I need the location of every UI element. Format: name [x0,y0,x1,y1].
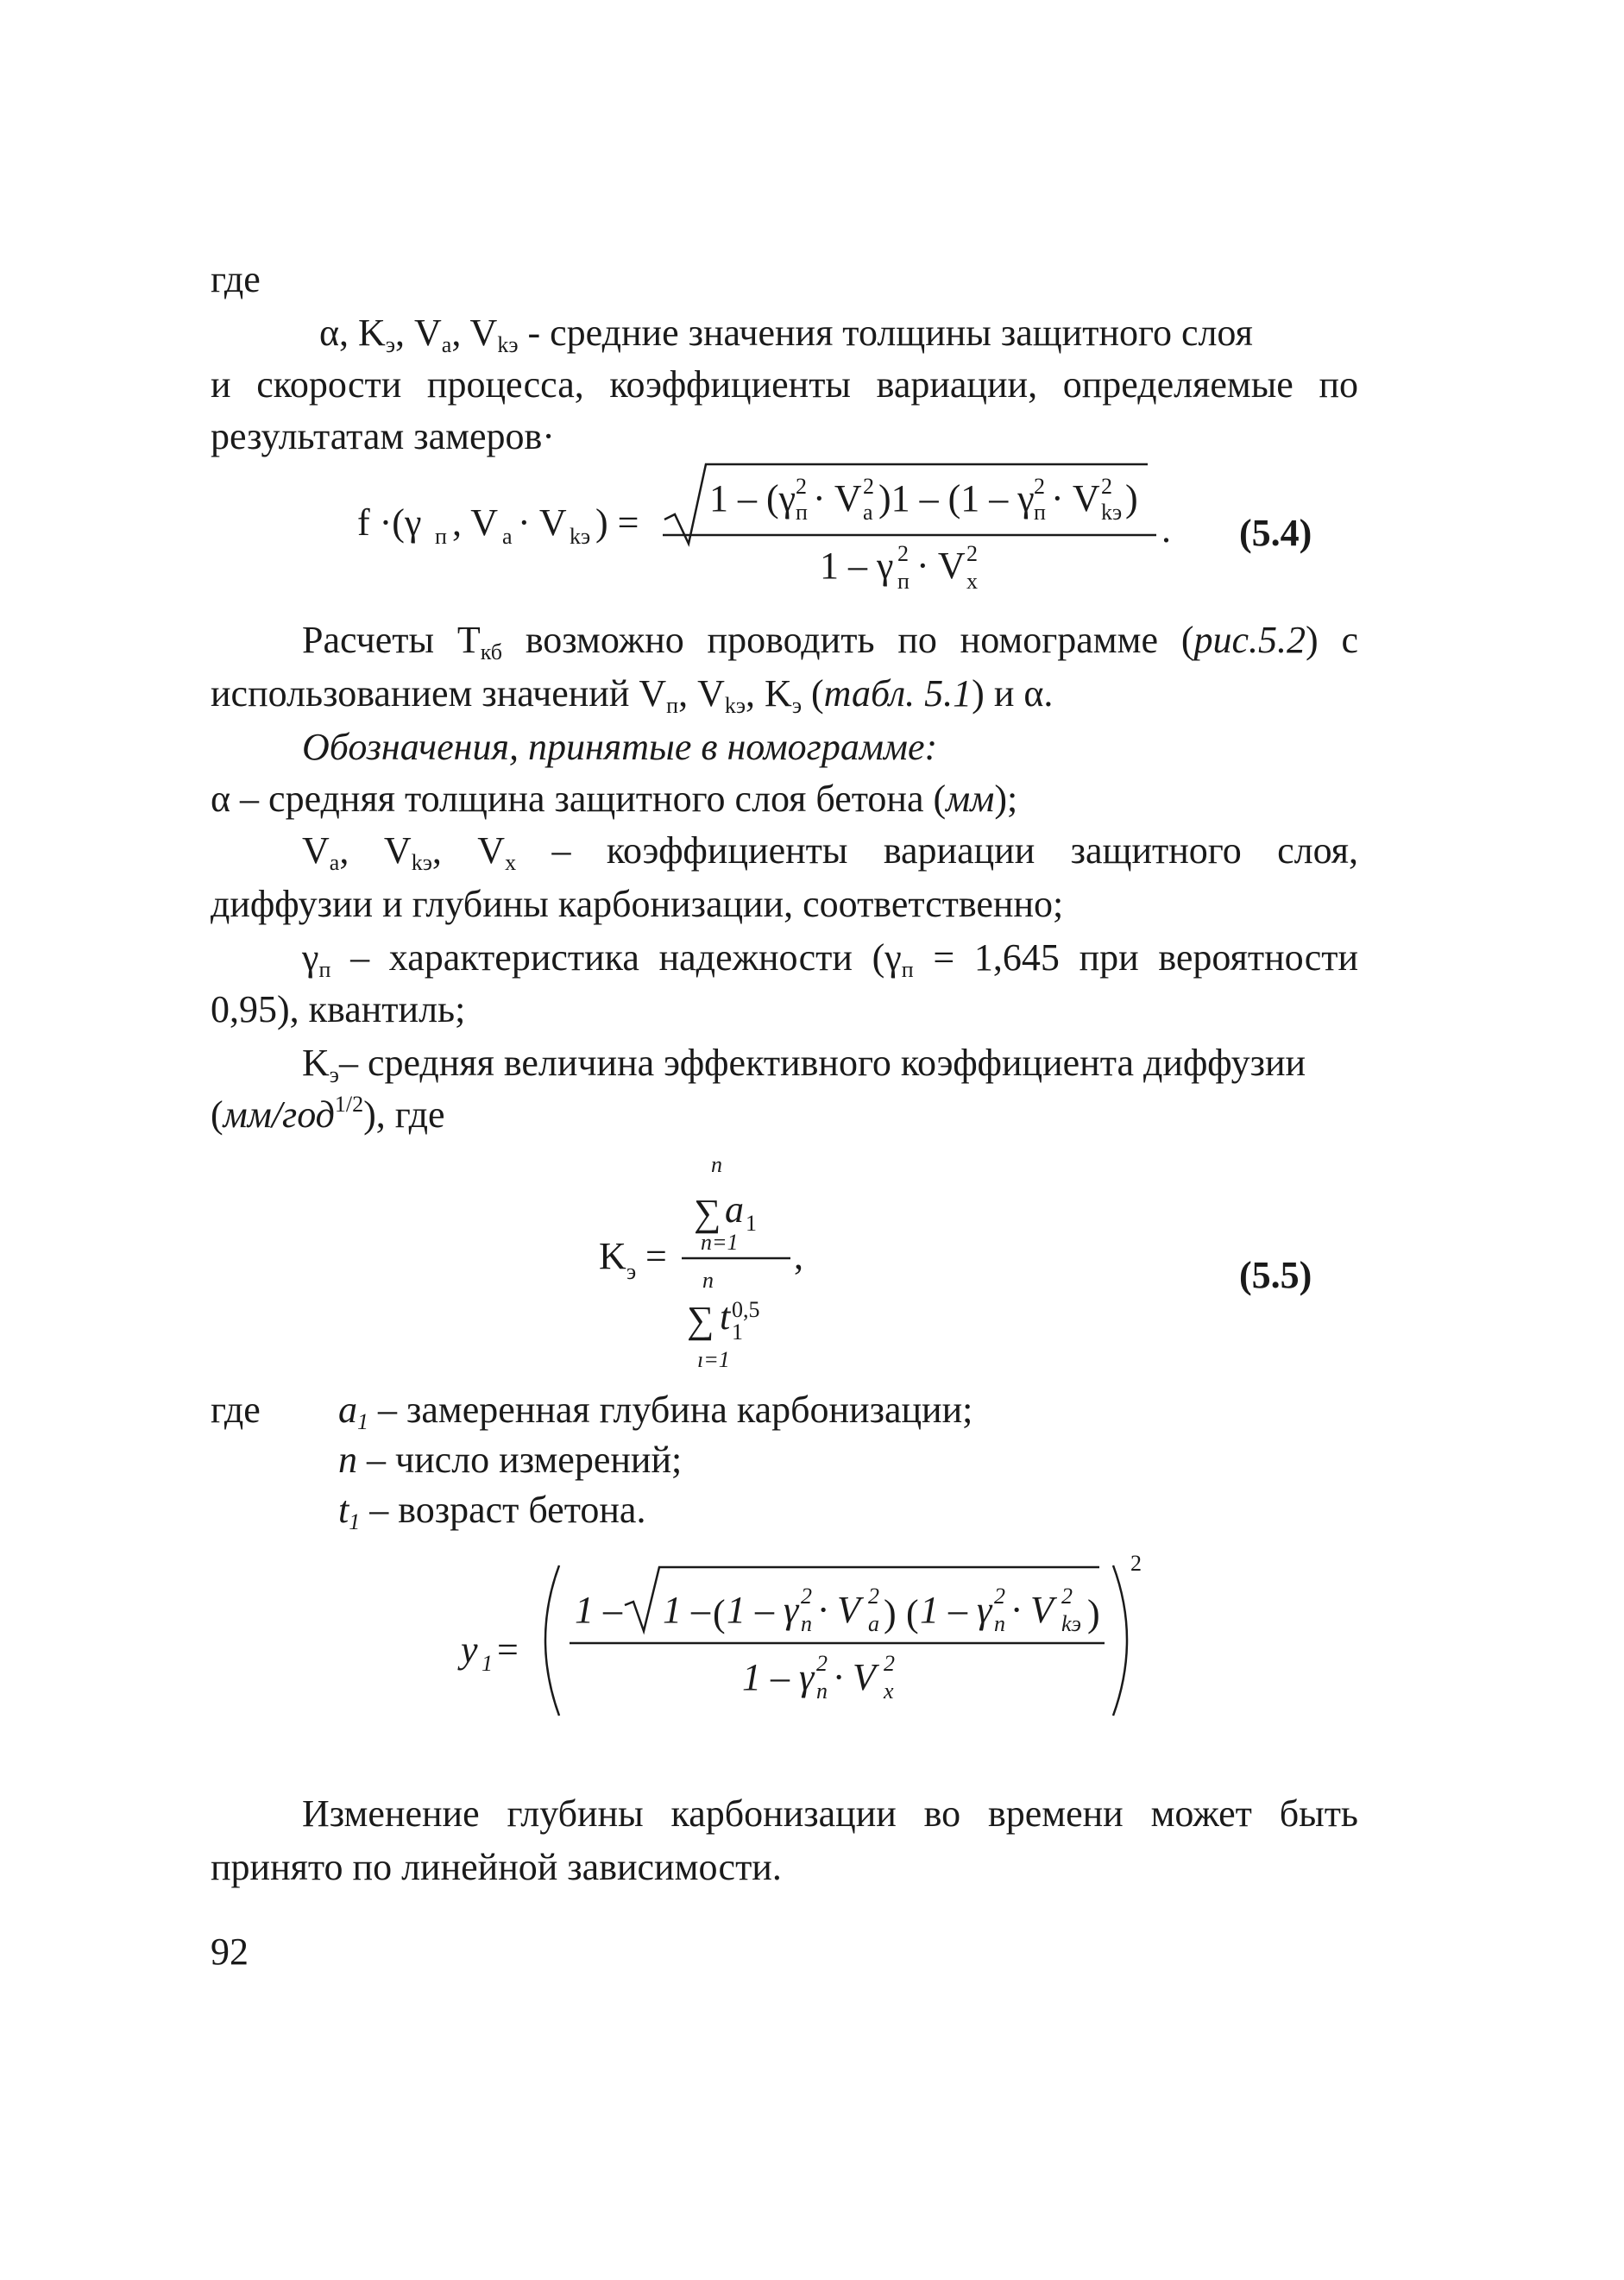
symbol-list: α, $K_э$, $V_a$, $V_{kэ}$ [319,312,519,357]
n-definition: n – число измерений; [338,1439,683,1481]
svg-text:п: п [435,524,447,549]
svg-text:1 –: 1 – [575,1589,622,1631]
svg-text:a: a [868,1611,879,1636]
svg-text:1 – γ: 1 – γ [920,1589,992,1631]
paragraph-1-line-3: результатам замеров· [211,415,555,457]
a-definition: $a_1$ – замеренная глубина карбонизации; [338,1389,973,1434]
svg-text:2: 2 [966,541,978,566]
svg-text:x: x [966,569,978,594]
svg-text:∑: ∑ [687,1299,714,1341]
svg-text:2: 2 [868,1584,879,1609]
svg-text:2: 2 [897,541,909,566]
svg-text:п: п [897,569,910,594]
svg-text:2: 2 [1061,1584,1073,1609]
t-definition: $t_1$ – возраст бетона. [338,1489,646,1534]
svg-text:1 – γ: 1 – γ [727,1589,799,1631]
svg-text:n: n [711,1152,722,1177]
svg-text:1 – γ: 1 – γ [820,545,894,587]
table-reference: табл. 5.1 [823,672,973,715]
svg-text:) =: ) = [595,501,639,544]
svg-text:п: п [1034,500,1046,525]
svg-text:(: ( [713,1592,726,1634]
svg-text:n: n [702,1268,714,1293]
svg-text:1 –: 1 – [663,1589,710,1631]
svg-text:,: , [794,1235,803,1277]
svg-text:1: 1 [482,1651,493,1676]
svg-text:· V: · V [1051,477,1100,520]
svg-text:· V: · V [813,477,862,520]
paragraph-1-text: - средние значения толщины защитного слоя [527,312,1253,354]
svg-text:2: 2 [801,1584,812,1609]
svg-text:a: a [725,1188,744,1231]
v-definition-line-2: диффузии и глубины карбонизации, соответственно; [211,883,1064,925]
svg-text:.: . [1161,508,1171,551]
equation-number-5-4: (5.4) [1239,512,1312,554]
svg-text:1: 1 [732,1320,743,1345]
svg-text:a: a [502,524,513,549]
svg-text:· V: · V [834,1656,876,1698]
svg-text:t: t [720,1295,731,1338]
paragraph-1-line-2: и скорости процесса, коэффициенты вариации, определяемые по [211,363,1358,406]
text-gde: где [211,258,261,300]
svg-text:a: a [863,500,873,525]
v-definition-line-1: $V_a$, $V_{kэ}$, $V_x$ – коэффициенты вариации защитного слоя, [302,829,1359,875]
svg-text:n: n [801,1611,812,1636]
svg-text:∑: ∑ [694,1192,721,1234]
paragraph-2-line-1: Расчеты $Т_{кб}$ возможно проводить по номограмме (рис.5.2) с [302,619,1358,664]
formula-y1 [457,1553,1165,1726]
svg-text:K: K [599,1235,626,1277]
k-definition-line-2: (мм/год$^{1/2}$), где [211,1092,445,1136]
formula-5-5 [595,1148,854,1381]
svg-text:· V: · V [818,1589,860,1631]
svg-text:1 – γ: 1 – γ [742,1656,815,1698]
svg-text:1: 1 [746,1211,757,1236]
svg-text:kэ: kэ [1061,1611,1082,1636]
svg-text:2: 2 [1130,1553,1142,1576]
notation-heading: Обозначения, принятые в номограмме: [302,726,938,768]
svg-text:=: = [645,1235,667,1277]
svg-text:э: э [626,1259,637,1284]
final-paragraph-line-2: принято по линейной зависимости. [211,1846,782,1888]
svg-text:y: y [461,1628,478,1671]
svg-text:kэ: kэ [570,524,591,549]
svg-text:=: = [497,1628,519,1671]
svg-text:ı=1: ı=1 [697,1347,730,1372]
svg-text:kэ: kэ [1101,500,1123,525]
text-gde-2: где [211,1389,261,1431]
svg-text:· V: · V [1011,1589,1054,1631]
final-paragraph-line-1: Изменение глубины карбонизации во времени может быть [302,1792,1358,1835]
gamma-definition-line-1: $\gamma_п$ – характеристика надежности ($\gamma_п = 1,645$ при вероятности [302,936,1359,982]
svg-text:n=1: n=1 [701,1230,739,1255]
equation-number-5-5: (5.5) [1239,1254,1312,1296]
paragraph-2-line-2: использованием значений $V_п$, $V_{kэ}$, $K_э$ (табл. 5.1) и α. [211,672,1054,718]
svg-text:n: n [816,1679,828,1704]
svg-text:, V: , V [452,501,498,544]
svg-text:f ·(γ: f ·(γ [357,501,422,544]
svg-text:2: 2 [1034,474,1045,499]
svg-text:2: 2 [1101,474,1112,499]
svg-text:(: ( [906,1592,919,1634]
alpha-definition: α – средняя толщина защитного слоя бетона (мм); [211,778,1018,820]
svg-text:· V: · V [518,501,567,544]
svg-text:0,5: 0,5 [732,1297,760,1322]
paragraph-1-line-1 [319,309,1358,357]
svg-text:1 – (γ: 1 – (γ [709,477,796,520]
svg-text:n: n [994,1611,1005,1636]
svg-text:): ) [884,1592,897,1634]
svg-text:x: x [884,1679,894,1704]
svg-text:2: 2 [884,1651,895,1676]
formula-5-4 [354,449,1182,613]
svg-text:2: 2 [994,1584,1005,1609]
svg-text:)1 – (1 – γ: )1 – (1 – γ [878,477,1035,520]
gamma-definition-line-2: 0,95), квантиль; [211,988,466,1030]
svg-text:2: 2 [796,474,807,499]
svg-text:): ) [1087,1592,1100,1634]
svg-text:): ) [1125,477,1138,520]
svg-text:п: п [796,500,808,525]
svg-text:2: 2 [816,1651,828,1676]
svg-text:· V: · V [916,545,966,587]
k-definition-line-1: $K_э-$ средняя величина эффективного коэффициента диффузии [302,1042,1306,1087]
page-number: 92 [211,1930,249,1973]
svg-text:2: 2 [863,474,874,499]
figure-reference: рис.5.2 [1193,619,1306,661]
